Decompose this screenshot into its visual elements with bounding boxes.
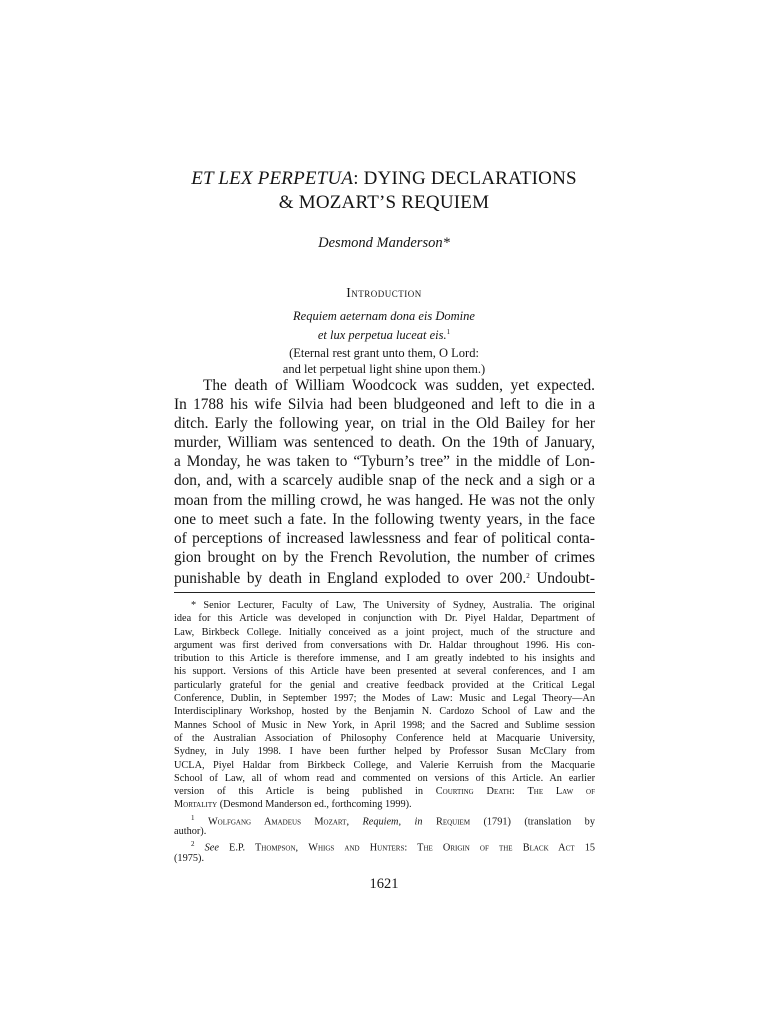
footnote-ref-1: 1 (446, 328, 451, 336)
footnote-1-composer: Wolfgang Amadeus Mozart, (207, 816, 350, 828)
footnote-1-number: 1 (191, 813, 195, 822)
footnote-line: author). (174, 826, 207, 838)
article-title-line-1 (0, 167, 768, 191)
footnote-line: Law, Birkbeck College. Initially conceived as a joint project, much of the structure and (174, 626, 595, 638)
body-last-tail: Undoubt- (529, 569, 595, 587)
epigraph-latin-line-1: Requiem aeternam dona eis Domine (293, 309, 475, 323)
footnote-2-author (229, 843, 298, 854)
footnote-1-work: Requiem (362, 816, 399, 828)
epigraph-english-line-2: and let perpetual light shine upon them.) (282, 362, 486, 376)
body-line: gion brought on by the French Revolution, the number of crimes (174, 548, 595, 566)
body-line: don, and, with a scarcely audible snap of the neck and a sigh or a (174, 472, 595, 490)
footnote-line: Interdisciplinary Workshop, hosted by the Benjamin N. Cardozo School of Law and the (174, 706, 595, 718)
footnote-1 (174, 812, 595, 828)
footnote-line: * Senior Lecturer, Faculty of Law, The University of Sydney, Australia. The original (191, 600, 595, 611)
page-number: 1621 (369, 876, 399, 892)
footnote-1-tail: (1791) (translation by (470, 816, 595, 828)
body-line: of perceptions of increased lawlessness and fear of political conta- (174, 529, 595, 547)
footnote-line: particularly grateful for the genial and creative feedback provided at the Critical Legal (174, 679, 595, 691)
article-title-rest: : DYING DECLARATIONS (353, 168, 577, 189)
body-line: murder, William was sentenced to death. On the 19th of January, (174, 434, 595, 452)
footnote-2 (174, 838, 595, 854)
footnote-2-tail: 15 (574, 842, 595, 854)
footnote-line: idea for this Article was developed in conjunction with Dr. Piyel Haldar, Department of (174, 613, 595, 625)
body-line: moan from the milling crowd, he was hanged. He was not the only (174, 491, 595, 509)
footnote-line: Sydney, in July 1998. I have been further helped by Professor Susan McClary from (174, 746, 595, 758)
epigraph-english-line-1: (Eternal rest grant unto them, O Lord: (289, 346, 479, 360)
footnote-text: version of this Article is being published in (174, 786, 424, 798)
section-heading: Introduction (346, 285, 422, 300)
body-line: a Monday, he was taken to “Tyburn’s tree” in the middle of Lon- (174, 453, 595, 471)
epigraph-latin-text: et lux perpetua luceat eis. (317, 328, 447, 342)
footnote-line (174, 798, 595, 811)
footnote-ref-2: 2 (526, 571, 530, 580)
body-line: The death of William Woodcock was sudden, yet expected. (203, 377, 595, 394)
footnote-line: (1975). (174, 852, 205, 864)
footnote-2-author-text: E.P. Thompson, (229, 842, 299, 854)
footnote-line: Conference, Dublin, in September 1997; the Modes of Law: Music and Legal Theory—An (174, 693, 595, 705)
body-last-text: punishable by death in England exploded to over 200. (174, 569, 527, 587)
footnote-line: argument was first derived from conversations with Dr. Haldar throughout 1996. His con- (174, 639, 595, 651)
epigraph-latin-line-2 (0, 324, 768, 343)
footnote-line: School of Law, all of whom read and commented on versions of this Article. An earlier (174, 772, 595, 784)
footnote-2-book: Whigs and Hunters: The Origin of the Black Act (308, 842, 575, 854)
footnote-line: UCLA, Piyel Haldar from Birkbeck College, and Valerie Kerruish from the Macquarie (174, 759, 595, 771)
footnote-line: Mannes School of Music in New York, in April 1998; and the Sacred and Sublime session (174, 719, 595, 731)
article-title-line-2: & MOZART’S REQUIEM (278, 192, 490, 213)
citation-mortality: Mortality (174, 799, 218, 811)
citation-courting-death: Courting Death: (435, 786, 515, 798)
footnote-2-see: See (204, 842, 219, 854)
body-paragraph (174, 376, 595, 586)
body-line-last (174, 567, 595, 586)
footnote-1-collection: Requiem (435, 816, 471, 828)
footnote-line (174, 785, 595, 798)
footnote-divider (174, 592, 595, 593)
body-line: ditch. Early the following year, on trial in the Old Bailey for her (174, 415, 595, 433)
citation-law-of: The Law of (527, 786, 595, 798)
article-title-italic: ET LEX PERPETUA (191, 168, 354, 189)
body-line: one to meet such a fate. In the following twenty years, in the face (174, 510, 595, 528)
body-line: In 1788 his wife Silvia had been bludgeoned and left to die in a (174, 396, 595, 414)
footnote-line: of the Australian Association of Philosophy Conference held at Macquarie University, (174, 732, 595, 744)
author-name: Desmond Manderson* (318, 235, 450, 251)
footnote-line: his support. Versions of this Article have been presented at several conferences, and I am (174, 666, 595, 678)
footnote-1-in: , in (398, 816, 423, 828)
citation-editor: (Desmond Manderson ed., forthcoming 1999). (217, 799, 412, 811)
footnote-line: tribution to this Article is therefore immense, and I am greatly indebted to his insights and (174, 653, 595, 665)
footnotes (174, 599, 595, 865)
footnote-2-number: 2 (191, 840, 195, 849)
